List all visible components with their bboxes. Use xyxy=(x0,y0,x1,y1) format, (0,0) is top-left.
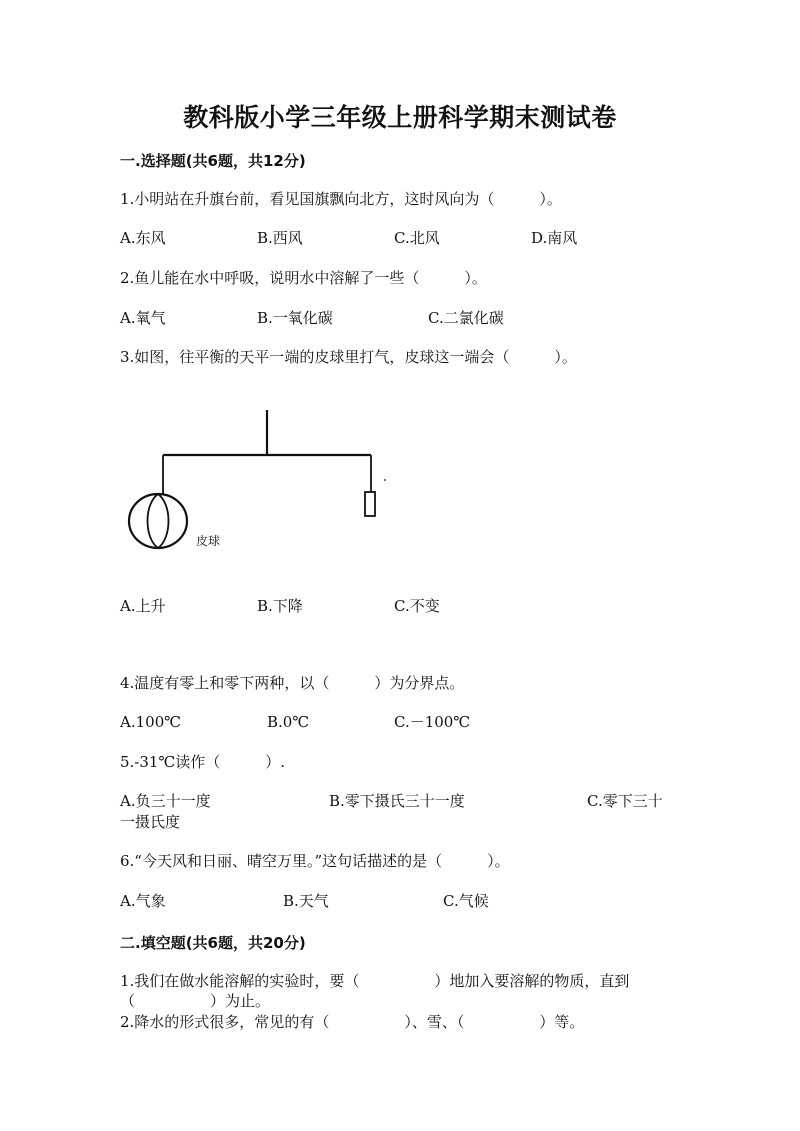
fill-question-1-line-1: 1.我们在做水能溶解的实验时，要（ ）地加入要溶解的物质，直到 xyxy=(120,972,630,990)
balance-diagram-svg xyxy=(120,400,400,560)
question-5-option-c-continued: 一摄氏度 xyxy=(120,813,181,831)
question-2-option-c: C.二氯化碳 xyxy=(428,309,504,327)
question-1-option-d: D.南风 xyxy=(531,229,578,247)
fill-question-2-text: 2.降水的形式很多，常见的有（ ）、雪、（ ）等。 xyxy=(120,1013,585,1031)
question-4-option-a: A.100℃ xyxy=(120,713,182,731)
question-3-text: 3.如图，往平衡的天平一端的皮球里打气，皮球这一端会（ ）。 xyxy=(120,348,577,366)
exam-title: 教科版小学三年级上册科学期末测试卷 xyxy=(183,103,617,132)
question-5-text: 5.-31℃读作（ ）. xyxy=(120,753,286,771)
question-4-option-b: B.0℃ xyxy=(267,713,310,731)
question-3-option-b: B.下降 xyxy=(257,597,303,615)
stray-dot xyxy=(384,479,386,481)
section-heading-multiple-choice: 一.选择题(共6题，共12分) xyxy=(120,152,306,170)
ball-label: 皮球 xyxy=(196,534,221,548)
question-2-option-a: A.氧气 xyxy=(120,309,166,327)
question-4-option-c: C.－100℃ xyxy=(394,713,471,731)
question-2-option-b: B.一氧化碳 xyxy=(257,309,333,327)
question-2-text: 2.鱼儿能在水中呼吸，说明水中溶解了一些（ ）。 xyxy=(120,269,487,287)
question-6-text: 6.“今天风和日丽、晴空万里。”这句话描述的是（ ）。 xyxy=(120,852,510,870)
question-4-text: 4.温度有零上和零下两种，以（ ）为分界点。 xyxy=(120,674,465,692)
question-6-option-a: A.气象 xyxy=(120,892,166,910)
question-1-option-b: B.西风 xyxy=(257,229,303,247)
ball-shape xyxy=(129,494,187,548)
section-heading-fill-in-blank: 二.填空题(共6题，共20分) xyxy=(120,934,306,952)
question-1-text: 1.小明站在升旗台前，看见国旗飘向北方，这时风向为（ ）。 xyxy=(120,190,562,208)
question-3-option-c: C.不变 xyxy=(394,597,440,615)
question-6-option-c: C.气候 xyxy=(443,892,489,910)
question-3-option-a: A.上升 xyxy=(120,597,166,615)
question-1-option-c: C.北风 xyxy=(394,229,440,247)
weight-block xyxy=(365,492,375,516)
fill-question-1-line-2: （ ）为止。 xyxy=(120,992,271,1010)
question-1-option-a: A.东风 xyxy=(120,229,166,247)
balance-diagram xyxy=(120,400,400,560)
question-5-option-c: C.零下三十 xyxy=(587,792,663,810)
question-5-option-b: B.零下摄氏三十一度 xyxy=(329,792,465,810)
question-5-option-a: A.负三十一度 xyxy=(120,792,211,810)
question-6-option-b: B.天气 xyxy=(283,892,329,910)
